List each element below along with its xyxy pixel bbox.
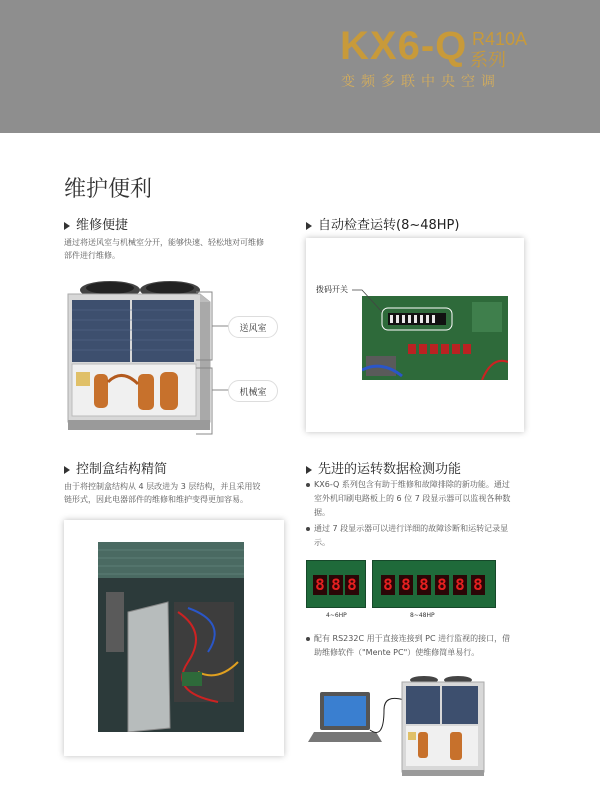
section-heading-maintenance xyxy=(64,214,128,233)
text-line: 配有 RS232C 用于直接连接到 PC 进行监视的接口，借 xyxy=(314,634,511,643)
maintenance-text xyxy=(64,236,294,262)
led-digit: 8 xyxy=(399,575,413,595)
label-machine-room: 机械室 xyxy=(228,380,278,402)
brand-refrigerant: R410A xyxy=(472,29,528,49)
led-digit: 8 xyxy=(329,575,343,595)
callout-brackets xyxy=(196,290,236,440)
header-banner xyxy=(0,0,600,133)
text-line: 链形式，因此电器部件的维修和维护变得更加容易。 xyxy=(64,495,248,504)
text-line: 据。 xyxy=(314,508,330,517)
bullet-dot-icon xyxy=(306,637,310,641)
text-line: 部件进行维修。 xyxy=(64,251,120,260)
section-heading-auto-check xyxy=(306,214,459,233)
text-line: 通过 7 段显示器可以进行详细的故障诊断和运转记录显 xyxy=(314,524,509,533)
text-line: 室外机印刷电路板上的 6 位 7 段显示器可以监视各种数 xyxy=(314,494,511,503)
triangle-bullet-icon xyxy=(306,222,312,230)
section-title: 维修便捷 xyxy=(76,218,129,233)
brand-subtitle: 变频多联中央空调 xyxy=(341,74,501,90)
control-box-photo xyxy=(98,542,244,732)
bullet-item-1 xyxy=(306,478,536,520)
section-title: 先进的运转数据检测功能 xyxy=(318,462,462,477)
seven-segment-display-small xyxy=(306,560,366,608)
bullet-item-3 xyxy=(306,632,546,660)
led-digit: 8 xyxy=(453,575,467,595)
laptop-connection-illustration xyxy=(300,670,510,785)
text-line: 通过将送风室与机械室分开，能够快速、轻松地对可维修 xyxy=(64,238,264,247)
bullet-dot-icon xyxy=(306,483,310,487)
triangle-bullet-icon xyxy=(306,466,312,474)
text-line: 助维修软件（"Mente PC"）使维修简单易行。 xyxy=(314,648,480,657)
text-line: KX6-Q 系列包含有助于维修和故障排除的新功能。通过 xyxy=(314,480,510,489)
bullet-dot-icon xyxy=(306,527,310,531)
section-title: 控制盒结构精简 xyxy=(76,462,168,477)
dip-switch-pointer xyxy=(352,288,392,318)
caption-large-display: 8~48HP xyxy=(410,612,435,619)
led-digit: 8 xyxy=(417,575,431,595)
triangle-bullet-icon xyxy=(64,466,70,474)
section-heading-control-box xyxy=(64,458,167,477)
dip-switch-label: 拨码开关 xyxy=(316,285,348,294)
section-heading-data-detect xyxy=(306,458,461,477)
led-digit: 8 xyxy=(471,575,485,595)
brand-series: 系列 xyxy=(470,50,506,71)
led-digit: 8 xyxy=(435,575,449,595)
led-digit: 8 xyxy=(345,575,359,595)
caption-small-display: 4~6HP xyxy=(326,612,347,619)
seven-segment-display-large xyxy=(372,560,496,608)
pcb-photo-card xyxy=(306,238,524,432)
label-air-chamber: 送风室 xyxy=(228,316,278,338)
section-title: 自动检查运转(8~48HP) xyxy=(318,218,460,233)
brand-model: KX6-Q xyxy=(340,24,468,68)
control-box-photo-card xyxy=(64,520,284,756)
led-digit: 8 xyxy=(381,575,395,595)
bullet-item-2 xyxy=(306,522,536,550)
page-title: 维护便利 xyxy=(64,177,153,202)
outdoor-unit-illustration xyxy=(60,272,280,442)
triangle-bullet-icon xyxy=(64,222,70,230)
led-digit: 8 xyxy=(313,575,327,595)
text-line: 由于将控制盒结构从 4 层改进为 3 层结构，并且采用铰 xyxy=(64,482,261,491)
control-box-text xyxy=(64,480,294,506)
text-line: 示。 xyxy=(314,538,330,547)
